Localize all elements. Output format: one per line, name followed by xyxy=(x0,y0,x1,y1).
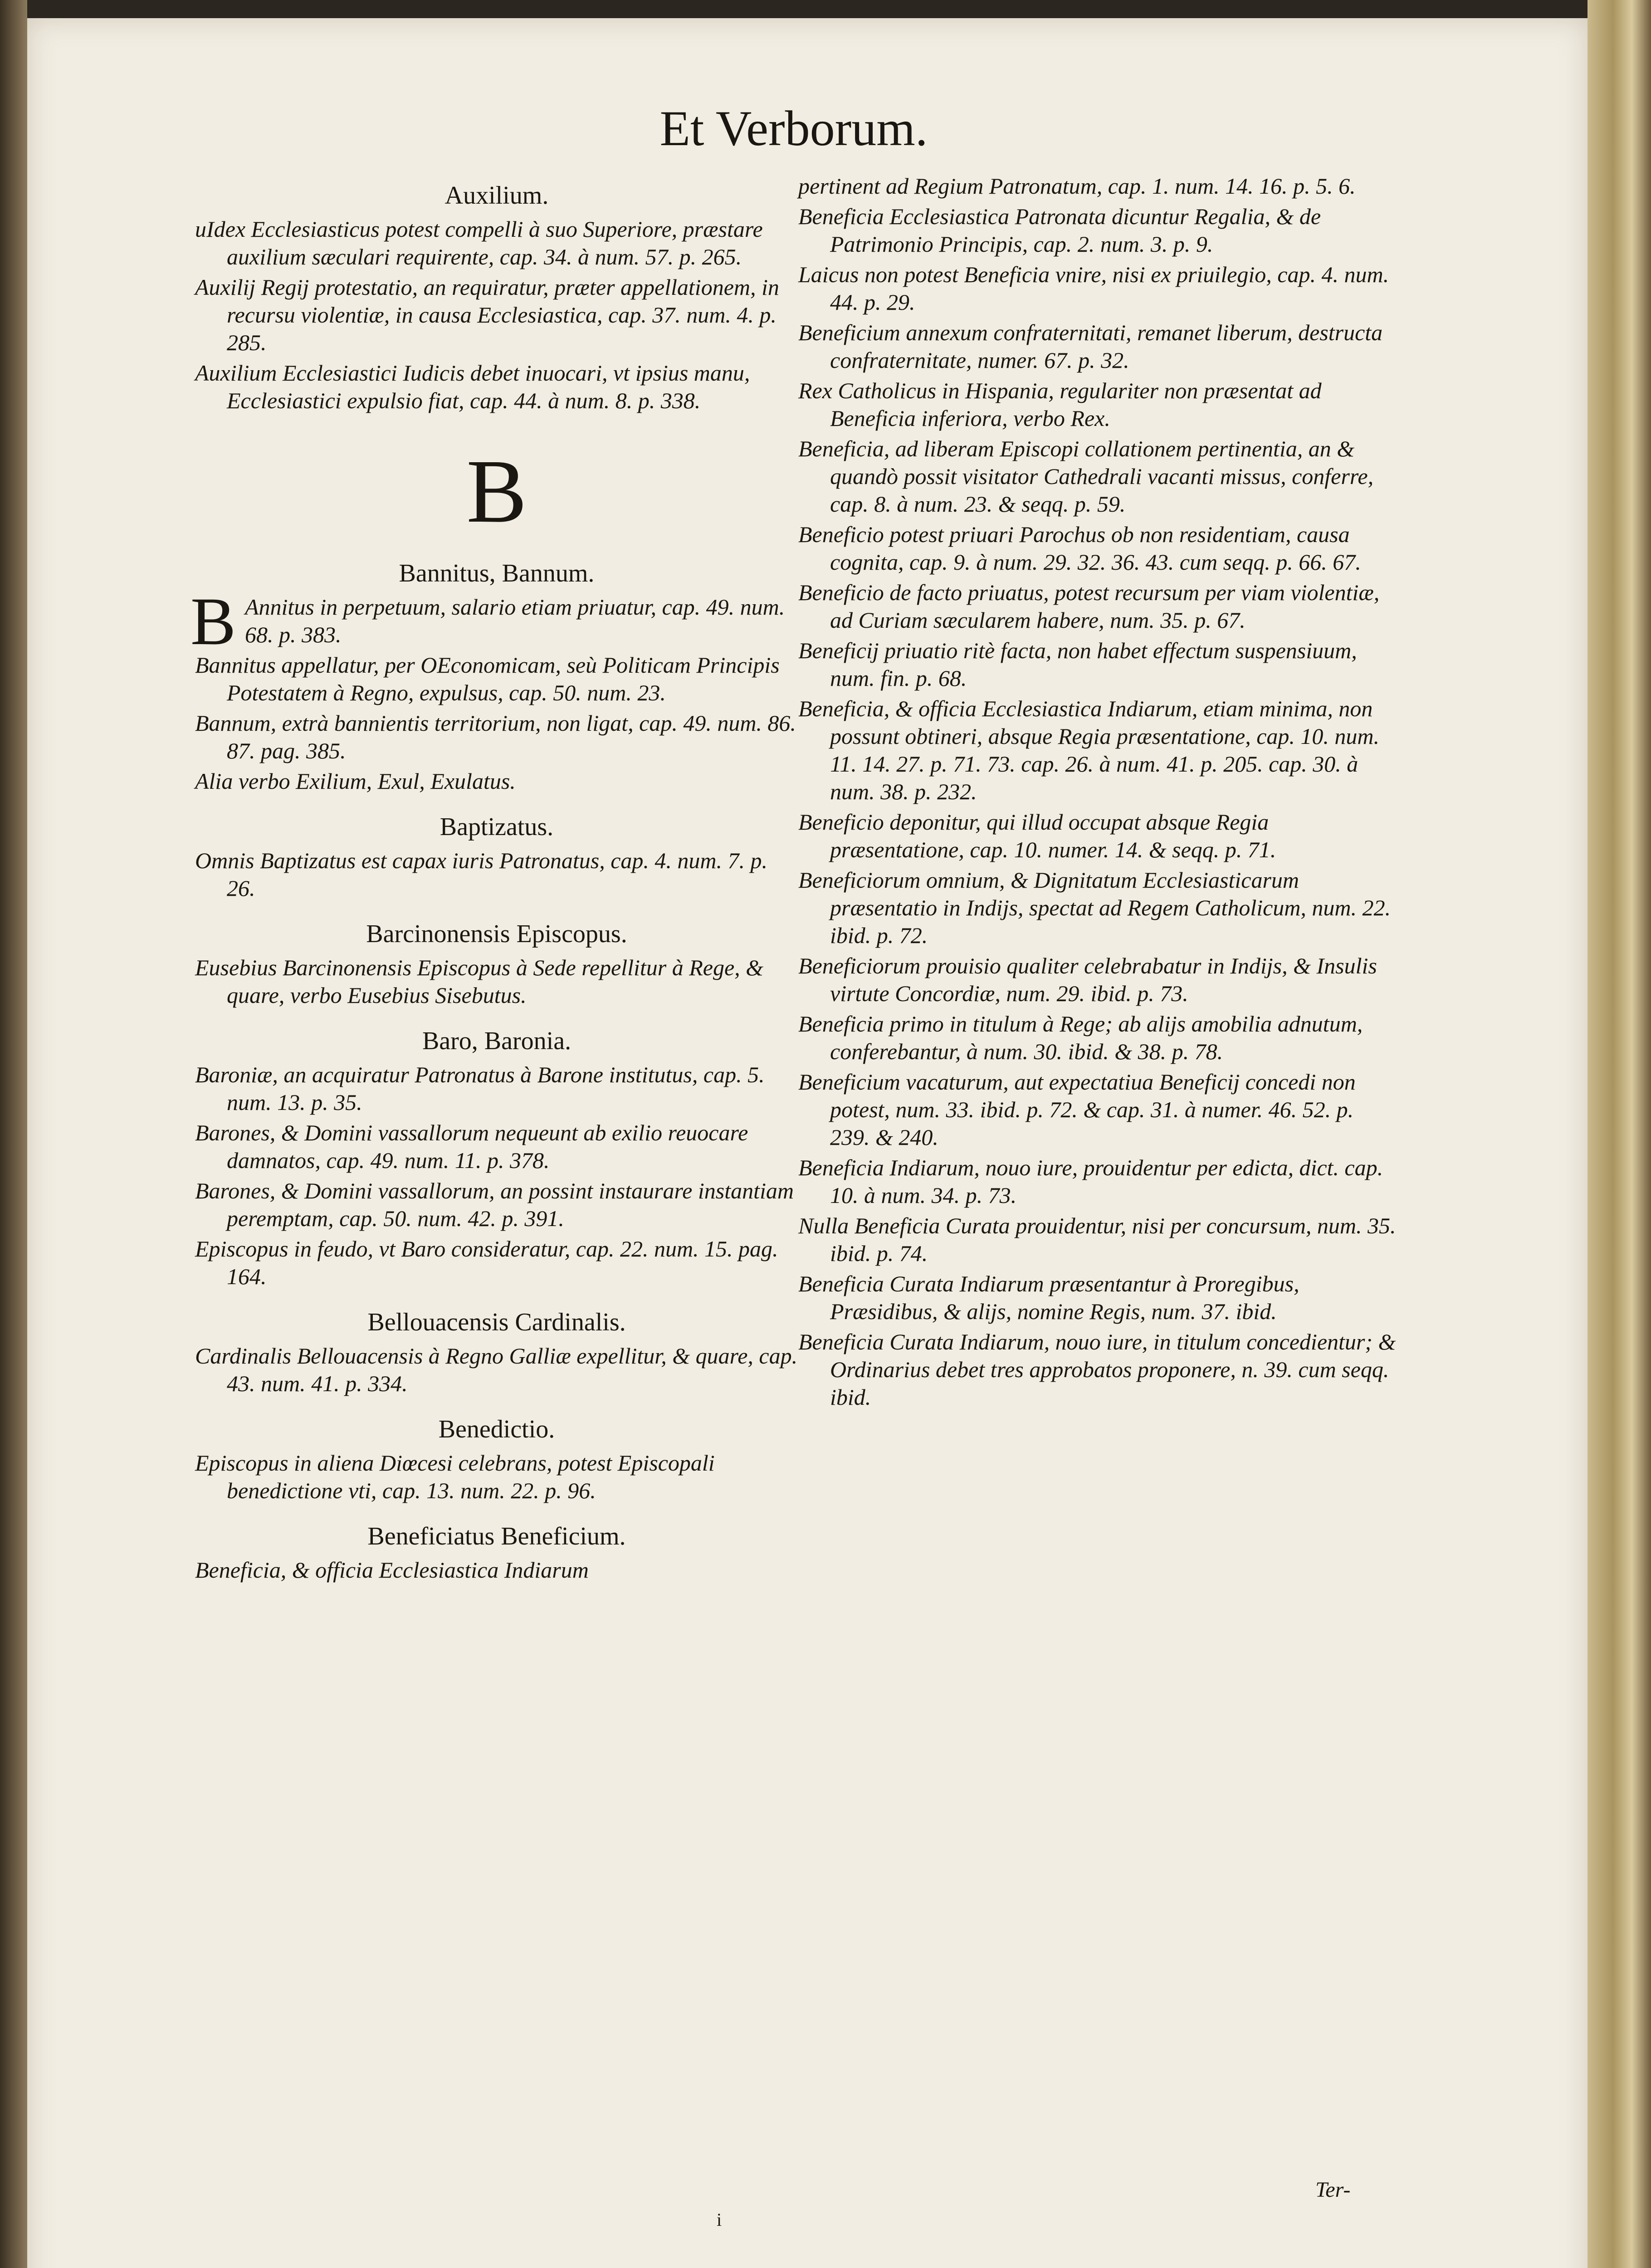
index-entry: Beneficium vacaturum, aut expectatiua Beneficij concedi non potest, num. 33. ibid. p. 72. & cap. 31. à numer. 46. 52. p. 239. & 240. xyxy=(798,1069,1356,1150)
right-column xyxy=(798,172,1397,1414)
index-entry: Auxilium Ecclesiastici Iudicis debet inuocari, vt ipsius manu, Ecclesiastici expulsio fiat, cap. 44. à num. 8. p. 338. xyxy=(195,360,750,413)
section-heading: Bannitus, Bannum. xyxy=(399,559,595,587)
index-entry: Laicus non potest Beneficia vnire, nisi ex priuilegio, cap. 4. num. 44. p. 29. xyxy=(798,262,1389,315)
index-entry: Barones, & Domini vassallorum, an possint instaurare instantiam peremptam, cap. 50. num. 42. p. 391. xyxy=(195,1178,794,1231)
index-entry: Beneficij priuatio ritè facta, non habet effectum suspensiuum, num. fin. p. 68. xyxy=(798,638,1357,691)
index-entry: Rex Catholicus in Hispania, regulariter non præsentat ad Beneficia inferiora, verbo Rex. xyxy=(798,378,1322,431)
index-entry: Episcopus in feudo, vt Baro consideratur, cap. 22. num. 15. pag. 164. xyxy=(195,1236,778,1289)
section-heading: Baro, Baronia. xyxy=(422,1027,572,1055)
index-entry: Beneficio potest priuari Parochus ob non residentiam, causa cognita, cap. 9. à num. 29. 32. 36. 43. cum seqq. p. 66. 67. xyxy=(798,522,1361,575)
section-bellouacensis xyxy=(195,1306,798,1398)
section-heading: Baptizatus. xyxy=(440,813,554,841)
index-entry: Barones, & Domini vassallorum nequeunt ab exilio reuocare damnatos, cap. 49. num. 11. p. 378. xyxy=(195,1120,748,1173)
drop-cap: B xyxy=(190,584,236,659)
index-entry: Beneficia primo in titulum à Rege; ab alijs amobilia adnutum, conferebantur, à num. 30. ibid. & 38. p. 78. xyxy=(798,1011,1363,1064)
section-heading: Beneficiatus Beneficium. xyxy=(367,1522,626,1550)
index-entry: Auxilij Regij protestatio, an requiratur, præter appellationem, in recursu violentiæ, in causa Ecclesiastica, cap. 37. num. 4. p. 285. xyxy=(195,274,779,355)
index-entry: Episcopus in aliena Diœcesi celebrans, potest Episcopali benedictione vti, cap. 13. num. 22. p. 96. xyxy=(195,1450,715,1503)
index-entry: Beneficia, & officia Ecclesiastica Indiarum, etiam minima, non possunt obtineri, absque Regia præsentatione, cap. 10. num. 11. 14. 27. p. 71. 73. cap. 26. à num. 41. p. 205. cap. 30. à num. 38. p. 232. xyxy=(798,696,1380,804)
index-entry: Omnis Baptizatus est capax iuris Patronatus, cap. 4. num. 7. p. 26. xyxy=(195,848,768,901)
catchword: Ter- xyxy=(1315,2178,1351,2202)
section-barcinonensis xyxy=(195,918,798,1009)
index-entry: Beneficia Ecclesiastica Patronata dicuntur Regalia, & de Patrimonio Principis, cap. 2. num. 3. p. 9. xyxy=(798,204,1321,257)
left-column xyxy=(190,179,798,1587)
section-heading: Auxilium. xyxy=(444,181,549,210)
alphabet-letter-heading: B xyxy=(466,441,527,542)
index-entry: pertinent ad Regium Patronatum, cap. 1. num. 14. 16. p. 5. 6. xyxy=(798,173,1356,199)
section-benedictio xyxy=(195,1413,798,1505)
index-entry: Bannum, extrà bannientis territorium, non ligat, cap. 49. num. 86. 87. pag. 385. xyxy=(195,710,796,763)
index-entry-with-drop-cap xyxy=(190,584,798,659)
index-entry: Beneficia Curata Indiarum præsentantur à Proregibus, Præsidibus, & alijs, nomine Regis, num. 37. ibid. xyxy=(798,1271,1299,1324)
section-heading: Bellouacensis Cardinalis. xyxy=(367,1308,626,1336)
section-auxilium xyxy=(195,179,798,415)
running-head: Et Verborum. xyxy=(659,101,928,156)
index-entry-text: Annitus in perpetuum, salario etiam priuatur, cap. 49. num. 68. p. 383. xyxy=(245,594,785,647)
index-entry: Beneficia, & officia Ecclesiastica Indiarum xyxy=(195,1557,589,1583)
book-fore-edge xyxy=(1588,0,1651,2268)
index-entry: Beneficio deponitur, qui illud occupat absque Regia præsentatione, cap. 10. numer. 14. & seqq. p. 71. xyxy=(798,809,1276,862)
index-entry: Nulla Beneficia Curata prouidentur, nisi per concursum, num. 35. ibid. p. 74. xyxy=(798,1213,1396,1266)
index-entry: Alia verbo Exilium, Exul, Exulatus. xyxy=(195,768,516,794)
section-beneficiatus xyxy=(195,1520,798,1584)
index-entry: Beneficiorum omnium, & Dignitatum Ecclesiasticarum præsentatio in Indijs, spectat ad Regem Catholicum, num. 22. ibid. p. 72. xyxy=(798,867,1391,948)
index-entry: Beneficiorum prouisio qualiter celebrabatur in Indijs, & Insulis virtute Concordiæ, num. 29. ibid. p. 73. xyxy=(798,953,1377,1006)
book-gutter xyxy=(0,0,27,2268)
section-bannitus xyxy=(190,557,798,795)
index-entry: Beneficia, ad liberam Episcopi collationem pertinentia, an & quandò possit visitator Cathedrali vacanti missus, conferre, cap. 8. à num. 23. & seqq. p. 59. xyxy=(798,436,1374,517)
index-entry: Bannitus appellatur, per OEconomicam, seù Politicam Principis Potestatem à Regno, expulsus, cap. 50. num. 23. xyxy=(195,652,780,705)
section-baptizatus xyxy=(195,811,798,902)
index-entry: Cardinalis Bellouacensis à Regno Galliæ expellitur, & quare, cap. 43. num. 41. p. 334. xyxy=(195,1343,798,1396)
index-entry: Beneficium annexum confraternitati, remanet liberum, destructa confraternitate, numer. 67. p. 32. xyxy=(798,320,1383,373)
index-entry: uIdex Ecclesiasticus potest compelli à suo Superiore, præstare auxilium sæculari requirente, cap. 34. à num. 57. p. 265. xyxy=(195,216,763,269)
index-entry: Baroniæ, an acquiratur Patronatus à Barone institutus, cap. 5. num. 13. p. 35. xyxy=(195,1062,765,1115)
signature-mark: i xyxy=(717,2209,722,2230)
index-entry: Beneficio de facto priuatus, potest recursum per viam violentiæ, ad Curiam sæcularem habere, num. 35. p. 67. xyxy=(798,580,1380,633)
section-heading: Benedictio. xyxy=(438,1415,555,1443)
section-heading: Barcinonensis Episcopus. xyxy=(366,920,627,948)
index-entry: Eusebius Barcinonensis Episcopus à Sede repellitur à Rege, & quare, verbo Eusebius Sisebutus. xyxy=(195,955,764,1008)
section-baro xyxy=(195,1025,798,1290)
index-entry: Beneficia Indiarum, nouo iure, prouidentur per edicta, dict. cap. 10. à num. 34. p. 73. xyxy=(798,1155,1383,1208)
index-entry: Beneficia Curata Indiarum, nouo iure, in titulum concedientur; & Ordinarius debet tres approbatos proponere, n. 39. cum seqq. ibid. xyxy=(798,1329,1396,1410)
